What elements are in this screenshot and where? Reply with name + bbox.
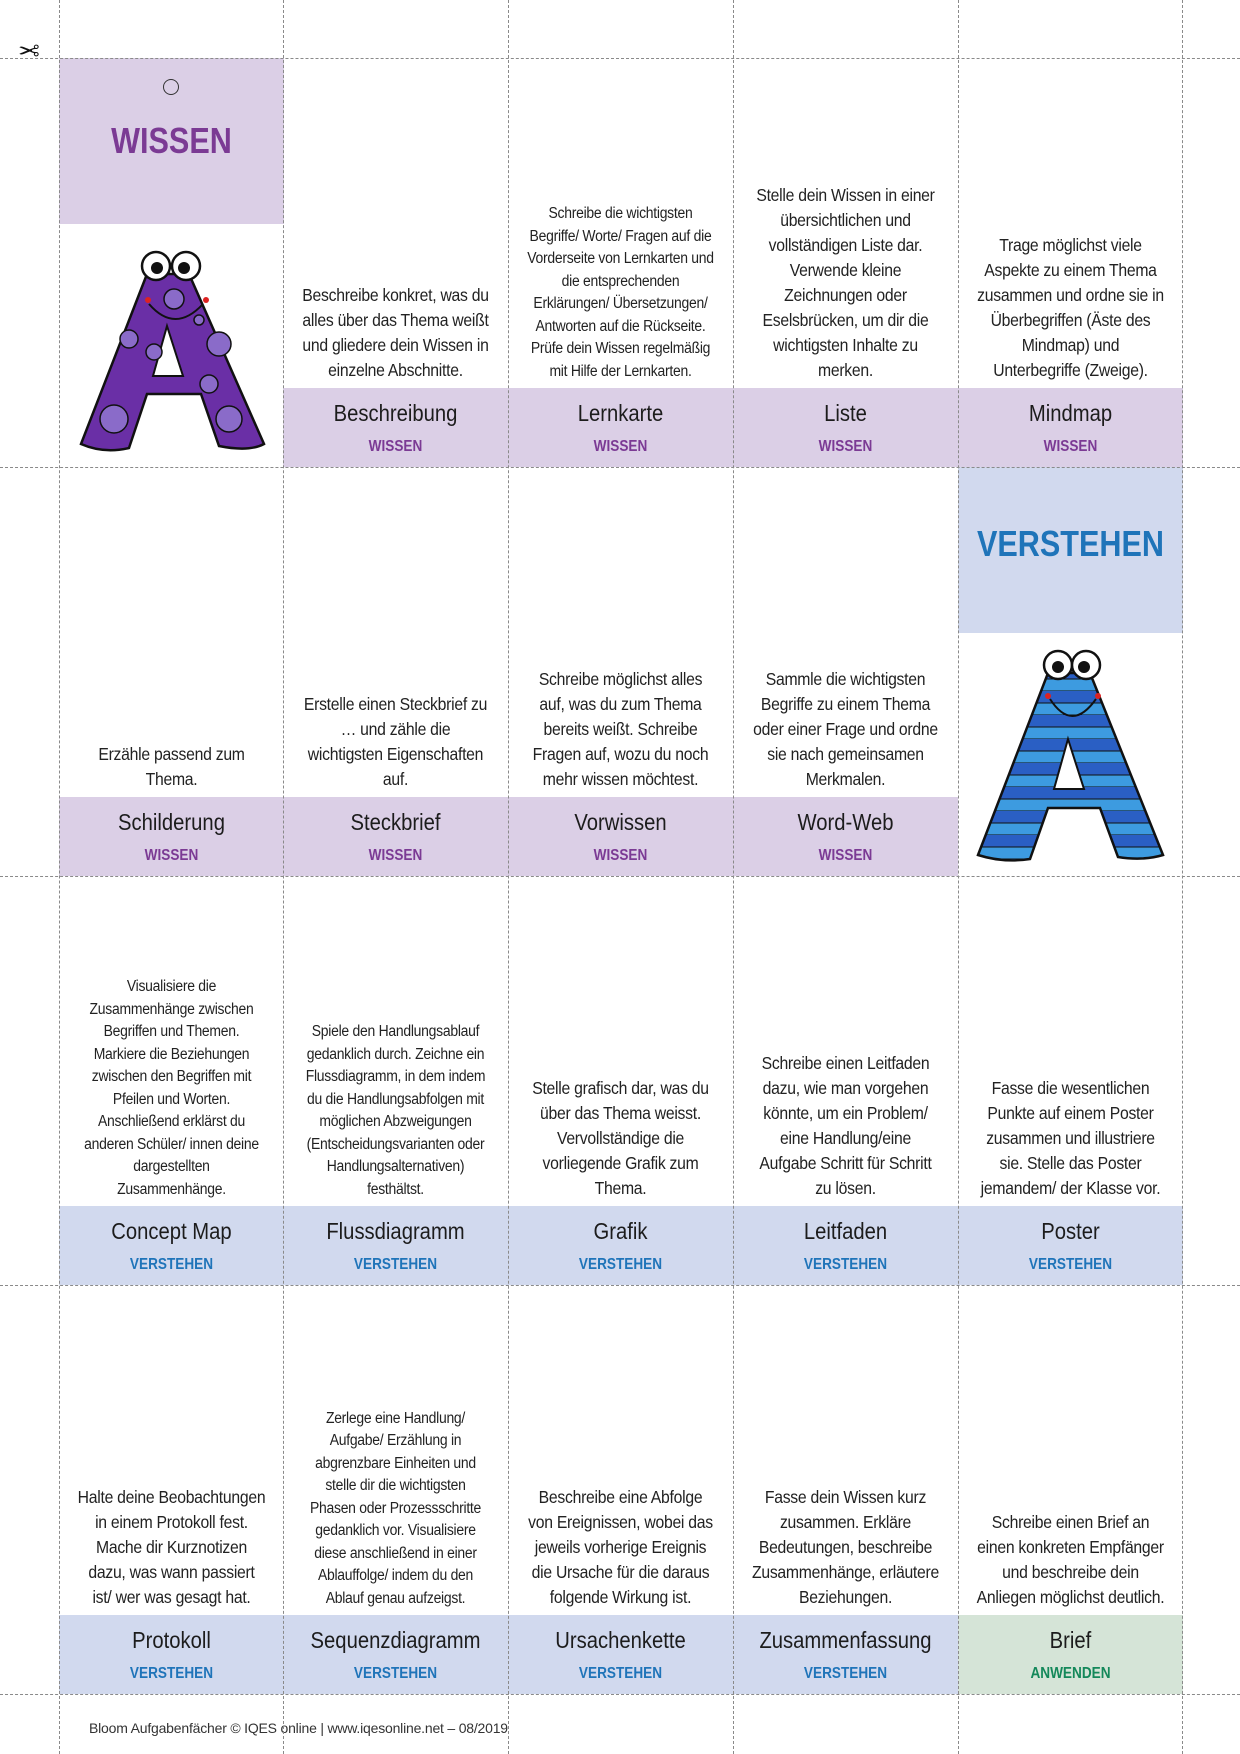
task-label-band [958,1206,1183,1285]
task-title: Ursachenkette [555,1627,686,1653]
task-description: Halte deine Beobachtungen in einem Protokoll fest. Mache dir Kurznotizen dazu, was wann passiert ist/ wer was gesagt hat. [77,1487,266,1607]
task-level: VERSTEHEN [353,1665,438,1682]
task-description: Schreibe möglichst alles auf, was du zum Thema bereits weißt. Schreibe Fragen auf, wozu du noch mehr wissen möchtest. [532,669,709,789]
task-title: Protokoll [132,1627,211,1653]
task-description: Fasse dein Wissen kurz zusammen. Erkläre Bedeutungen, beschreibe Zusammenhänge, erläutere Beziehungen. [751,1487,940,1607]
task-title: Vorwissen [574,809,667,835]
task-level: WISSEN [368,847,423,864]
task-level: WISSEN [818,847,873,864]
purple-letter-a-monster-illustration [69,234,274,459]
task-label-band [283,1615,508,1694]
task-label-band [733,797,958,876]
cut-line-vertical [958,0,959,1754]
category-card-wissen [59,58,284,467]
task-description: Stelle dein Wissen in einer übersichtlichen und vollständigen Liste dar. Verwende kleine Zeichnungen oder Eselsbrücken, um dir die wichtigsten Inhalte zu merken. [756,185,935,380]
task-description: Erzähle passend zum Thema. [98,744,245,789]
task-description: Sammle die wichtigsten Begriffe zu einem Thema oder einer Frage und ordne sie nach gemeinsamen Merkmalen. [753,669,938,789]
task-label-band [508,1206,733,1285]
task-card [283,876,508,1285]
scissors-icon: ✂ [18,35,40,65]
task-label-band [958,1615,1183,1694]
cut-line-vertical [59,0,60,1754]
cut-line-vertical [283,0,284,1754]
cut-line-horizontal [0,58,1240,59]
footer-copyright: Bloom Aufgabenfächer © IQES online | www.iqesonline.net – 08/2019 [89,1720,508,1736]
blue-letter-a-monster-illustration [968,643,1173,868]
task-card [59,467,284,876]
task-card [508,876,733,1285]
category-card-verstehen [958,467,1183,876]
task-level: VERSTEHEN [578,1256,663,1273]
category-header [958,467,1183,633]
task-title: Word-Web [797,809,894,835]
task-description: Trage möglichst viele Aspekte zu einem Thema zusammen und ordne sie in Überbegriffen (Äste des Mindmap) und Unterbegriffe (Zweige). [977,235,1164,380]
task-label-band [958,388,1183,467]
task-label-band [508,797,733,876]
task-description: Spiele den Handlungsablauf gedanklich durch. Zeichne ein Flussdiagramm, in dem indem du die Handlungsabfolgen mit möglichen Abzweigungen (Entscheidungsvarianten oder Handlungsalternativen) festhältst. [305,1023,486,1198]
task-title: Zusammenfassung [759,1627,932,1653]
task-title: Lernkarte [577,400,664,426]
task-description: Erstelle einen Steckbrief zu … und zähle die wichtigsten Eigenschaften auf. [303,694,488,789]
task-card [733,58,958,467]
task-description: Schreibe einen Leitfaden dazu, wie man vorgehen könnte, um ein Problem/ eine Handlung/eine Aufgabe Schritt für Schritt zu lösen. [759,1053,932,1198]
task-description: Visualisiere die Zusammenhänge zwischen Begriffen und Themen. Markiere die Beziehungen zwischen den Begriffen mit Pfeilen und Worten. Anschließend erklärst du anderen Schüler/ innen deine dargestellten Zusammenhänge. [84,978,259,1198]
task-level: WISSEN [144,847,199,864]
task-card [508,58,733,467]
category-title: VERSTEHEN [976,523,1165,564]
task-card [59,1285,284,1694]
cut-line-vertical [508,0,509,1754]
task-label-band [283,797,508,876]
task-level: WISSEN [593,847,648,864]
task-label-band [508,388,733,467]
task-description: Stelle grafisch dar, was du über das Thema weisst. Vervollständige die vorliegende Grafik zum Thema. [532,1078,709,1198]
category-header [59,58,284,224]
cut-line-horizontal [0,876,1240,877]
task-title: Steckbrief [350,809,441,835]
task-level: VERSTEHEN [353,1256,438,1273]
task-label-band [59,1206,284,1285]
task-description: Beschreibe eine Abfolge von Ereignissen, wobei das jeweils vorherige Ereignis die Ursache für die daraus folgende Wirkung ist. [528,1487,713,1607]
task-level: VERSTEHEN [803,1665,888,1682]
task-label-band [59,1615,284,1694]
task-level: VERSTEHEN [578,1665,663,1682]
task-title: Concept Map [111,1218,232,1244]
task-level: WISSEN [1043,438,1098,455]
task-level: ANWENDEN [1030,1665,1111,1682]
task-card [283,58,508,467]
task-label-band [733,1615,958,1694]
task-card [733,467,958,876]
task-card [283,1285,508,1694]
task-title: Liste [824,400,867,426]
task-level: WISSEN [818,438,873,455]
task-title: Poster [1041,1218,1100,1244]
task-level: VERSTEHEN [129,1256,214,1273]
punch-hole-icon [163,79,179,95]
task-level: WISSEN [368,438,423,455]
task-label-band [508,1615,733,1694]
category-title: WISSEN [111,120,232,161]
task-title: Grafik [593,1218,648,1244]
task-description: Fasse die wesentlichen Punkte auf einem Poster zusammen und illustriere sie. Stelle das Poster jemandem/ der Klasse vor. [980,1078,1161,1198]
task-label-band [733,1206,958,1285]
task-title: Brief [1049,1627,1092,1653]
task-description: Schreibe die wichtigsten Begriffe/ Worte/ Fragen auf die Vorderseite von Lernkarten und die entsprechenden Erklärungen/ Übersetzungen/ Antworten auf die Rückseite. Prüfe dein Wissen regelmäßig mit Hilfe der Lernkarten. [527,205,714,380]
cut-line-horizontal [0,1285,1240,1286]
task-title: Leitfaden [803,1218,888,1244]
cut-line-horizontal [0,467,1240,468]
task-card [283,467,508,876]
task-label-band [283,1206,508,1285]
task-title: Schilderung [118,809,225,835]
cut-line-horizontal [0,1694,1240,1695]
task-card [508,467,733,876]
task-title: Beschreibung [333,400,458,426]
task-description: Zerlege eine Handlung/ Aufgabe/ Erzählung in abgrenzbare Einheiten und stelle dir die wichtigsten Phasen oder Prozessschritte gedanklich vor. Visualisiere diese anschließend in einer Ablauffolge/ indem du den Ablauf genau aufzeigst. [309,1409,482,1607]
task-card [733,1285,958,1694]
task-label-band [283,388,508,467]
task-description: Beschreibe konkret, was du alles über das Thema weißt und gliedere dein Wissen in einzelne Abschnitte. [302,285,489,380]
task-card [59,876,284,1285]
task-card [958,1285,1183,1694]
task-title: Mindmap [1028,400,1113,426]
task-title: Flussdiagramm [326,1218,465,1244]
task-card [508,1285,733,1694]
task-card [958,58,1183,467]
task-level: VERSTEHEN [129,1665,214,1682]
task-level: VERSTEHEN [1028,1256,1113,1273]
task-label-band [733,388,958,467]
task-title: Sequenzdiagramm [310,1627,481,1653]
task-label-band [59,797,284,876]
task-card [733,876,958,1285]
task-level: VERSTEHEN [803,1256,888,1273]
task-description: Schreibe einen Brief an einen konkreten Empfänger und beschreibe dein Anliegen möglichst deutlich. [976,1512,1165,1607]
task-card [958,876,1183,1285]
cut-line-vertical [733,0,734,1754]
cut-line-vertical [1182,0,1183,1754]
task-level: WISSEN [593,438,648,455]
